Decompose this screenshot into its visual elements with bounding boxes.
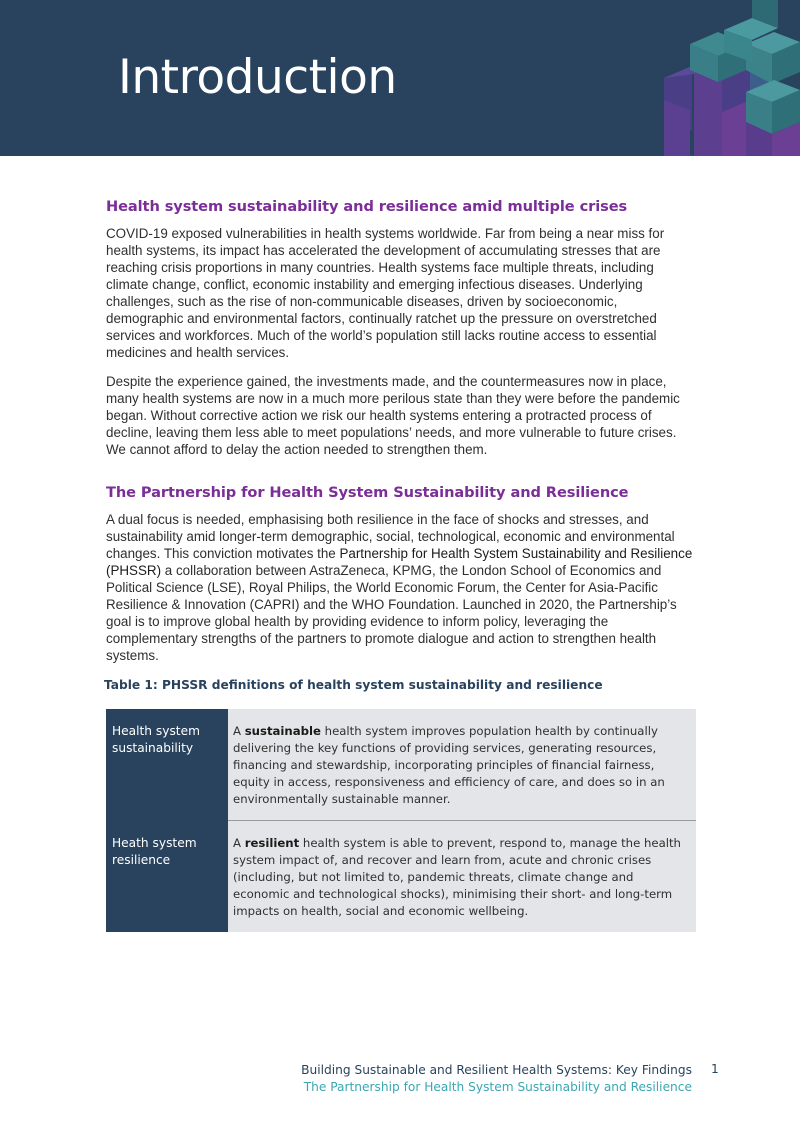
decorative-cross-graphic	[660, 0, 800, 156]
paragraph: Despite the experience gained, the investments made, and the countermeasures now in place, many health systems are now in a much more perilous state than they were before the pandemic began. Without corrective action we risk our health systems entering a protracted process of decline, leaving them less able to meet populations’ needs, and more vulnerable to future crises. We cannot afford to delay the action needed to strengthen them.	[106, 374, 680, 457]
phssr-link[interactable]: Partnership for Health System Sustainability and Resilience (PHSSR)	[106, 546, 693, 578]
table-definition-cell	[228, 821, 696, 933]
page-header	[0, 0, 800, 156]
table-definition-cell	[228, 709, 696, 821]
page-footer	[301, 1062, 692, 1096]
table-term-cell: Health system sustainability	[106, 709, 228, 821]
definition-keyword: sustainable	[244, 724, 321, 738]
paragraph-text: A dual focus is needed, emphasising both resilience in the face of shocks and stresses, and sustainability amid longer-term demographic, social, technological, economic and environmental changes. This conviction motivates the	[106, 512, 675, 561]
section-heading-crises: Health system sustainability and resilience amid multiple crises	[106, 198, 628, 215]
footer-report-title: Building Sustainable and Resilient Health Systems: Key Findings	[301, 1063, 692, 1077]
main-content	[106, 198, 696, 676]
page-title: Introduction	[118, 50, 397, 105]
footer-partnership-name: The Partnership for Health System Sustainability and Resilience	[303, 1080, 692, 1094]
definition-keyword: resilient	[244, 836, 300, 850]
paragraph: COVID-19 exposed vulnerabilities in health systems worldwide. Far from being a near miss for health systems, its impact has accelerated the development of accumulating stresses that are reaching crisis proportions in many countries. Health systems face multiple threats, including climate change, conflict, economic instability and emerging infectious diseases. Underlying challenges, such as the rise of non-communicable diseases, driven by socioeconomic, demographic and environmental factors, continually ratchet up the pressure on overstretched services and workforces. Much of the world’s population still lacks routine access to essential medicines and health services.	[106, 226, 665, 360]
definition-text: A	[233, 724, 245, 738]
definitions-table	[106, 709, 696, 932]
table-row	[106, 821, 696, 933]
table-row	[106, 709, 696, 821]
definition-text: health system is able to prevent, respond to, manage the health system impact of, and recover and learn from, acute and chronic crises (including, but not limited to, pandemic threats, climate change and economic and technological shocks), minimising their short- and long-term impacts on health, social and economic wellbeing.	[233, 836, 681, 918]
table-caption: Table 1: PHSSR definitions of health system sustainability and resilience	[104, 678, 603, 692]
definition-text: A	[233, 836, 245, 850]
section-heading-partnership: The Partnership for Health System Sustainability and Resilience	[106, 484, 629, 501]
definition-text: health system improves population health by continually delivering the key functions of providing services, generating resources, financing and stewardship, incorporating principles of financial fairness, equity in access, responsiveness and efficiency of care, and does so in an environmentally sustainable manner.	[233, 724, 665, 806]
paragraph	[106, 511, 696, 664]
page-number: 1	[711, 1062, 719, 1076]
paragraph-text: a collaboration between AstraZeneca, KPMG, the London School of Economics and Political Science (LSE), Royal Philips, the World Economic Forum, the Center for Asia-Pacific Resilience & Innovation (CAPRI) and the WHO Foundation. Launched in 2020, the Partnership’s goal is to improve global health by providing evidence to inform policy, leveraging the complementary strengths of the partners to promote dialogue and action to strengthen health systems.	[106, 563, 677, 663]
table-term-cell: Heath system resilience	[106, 821, 228, 933]
